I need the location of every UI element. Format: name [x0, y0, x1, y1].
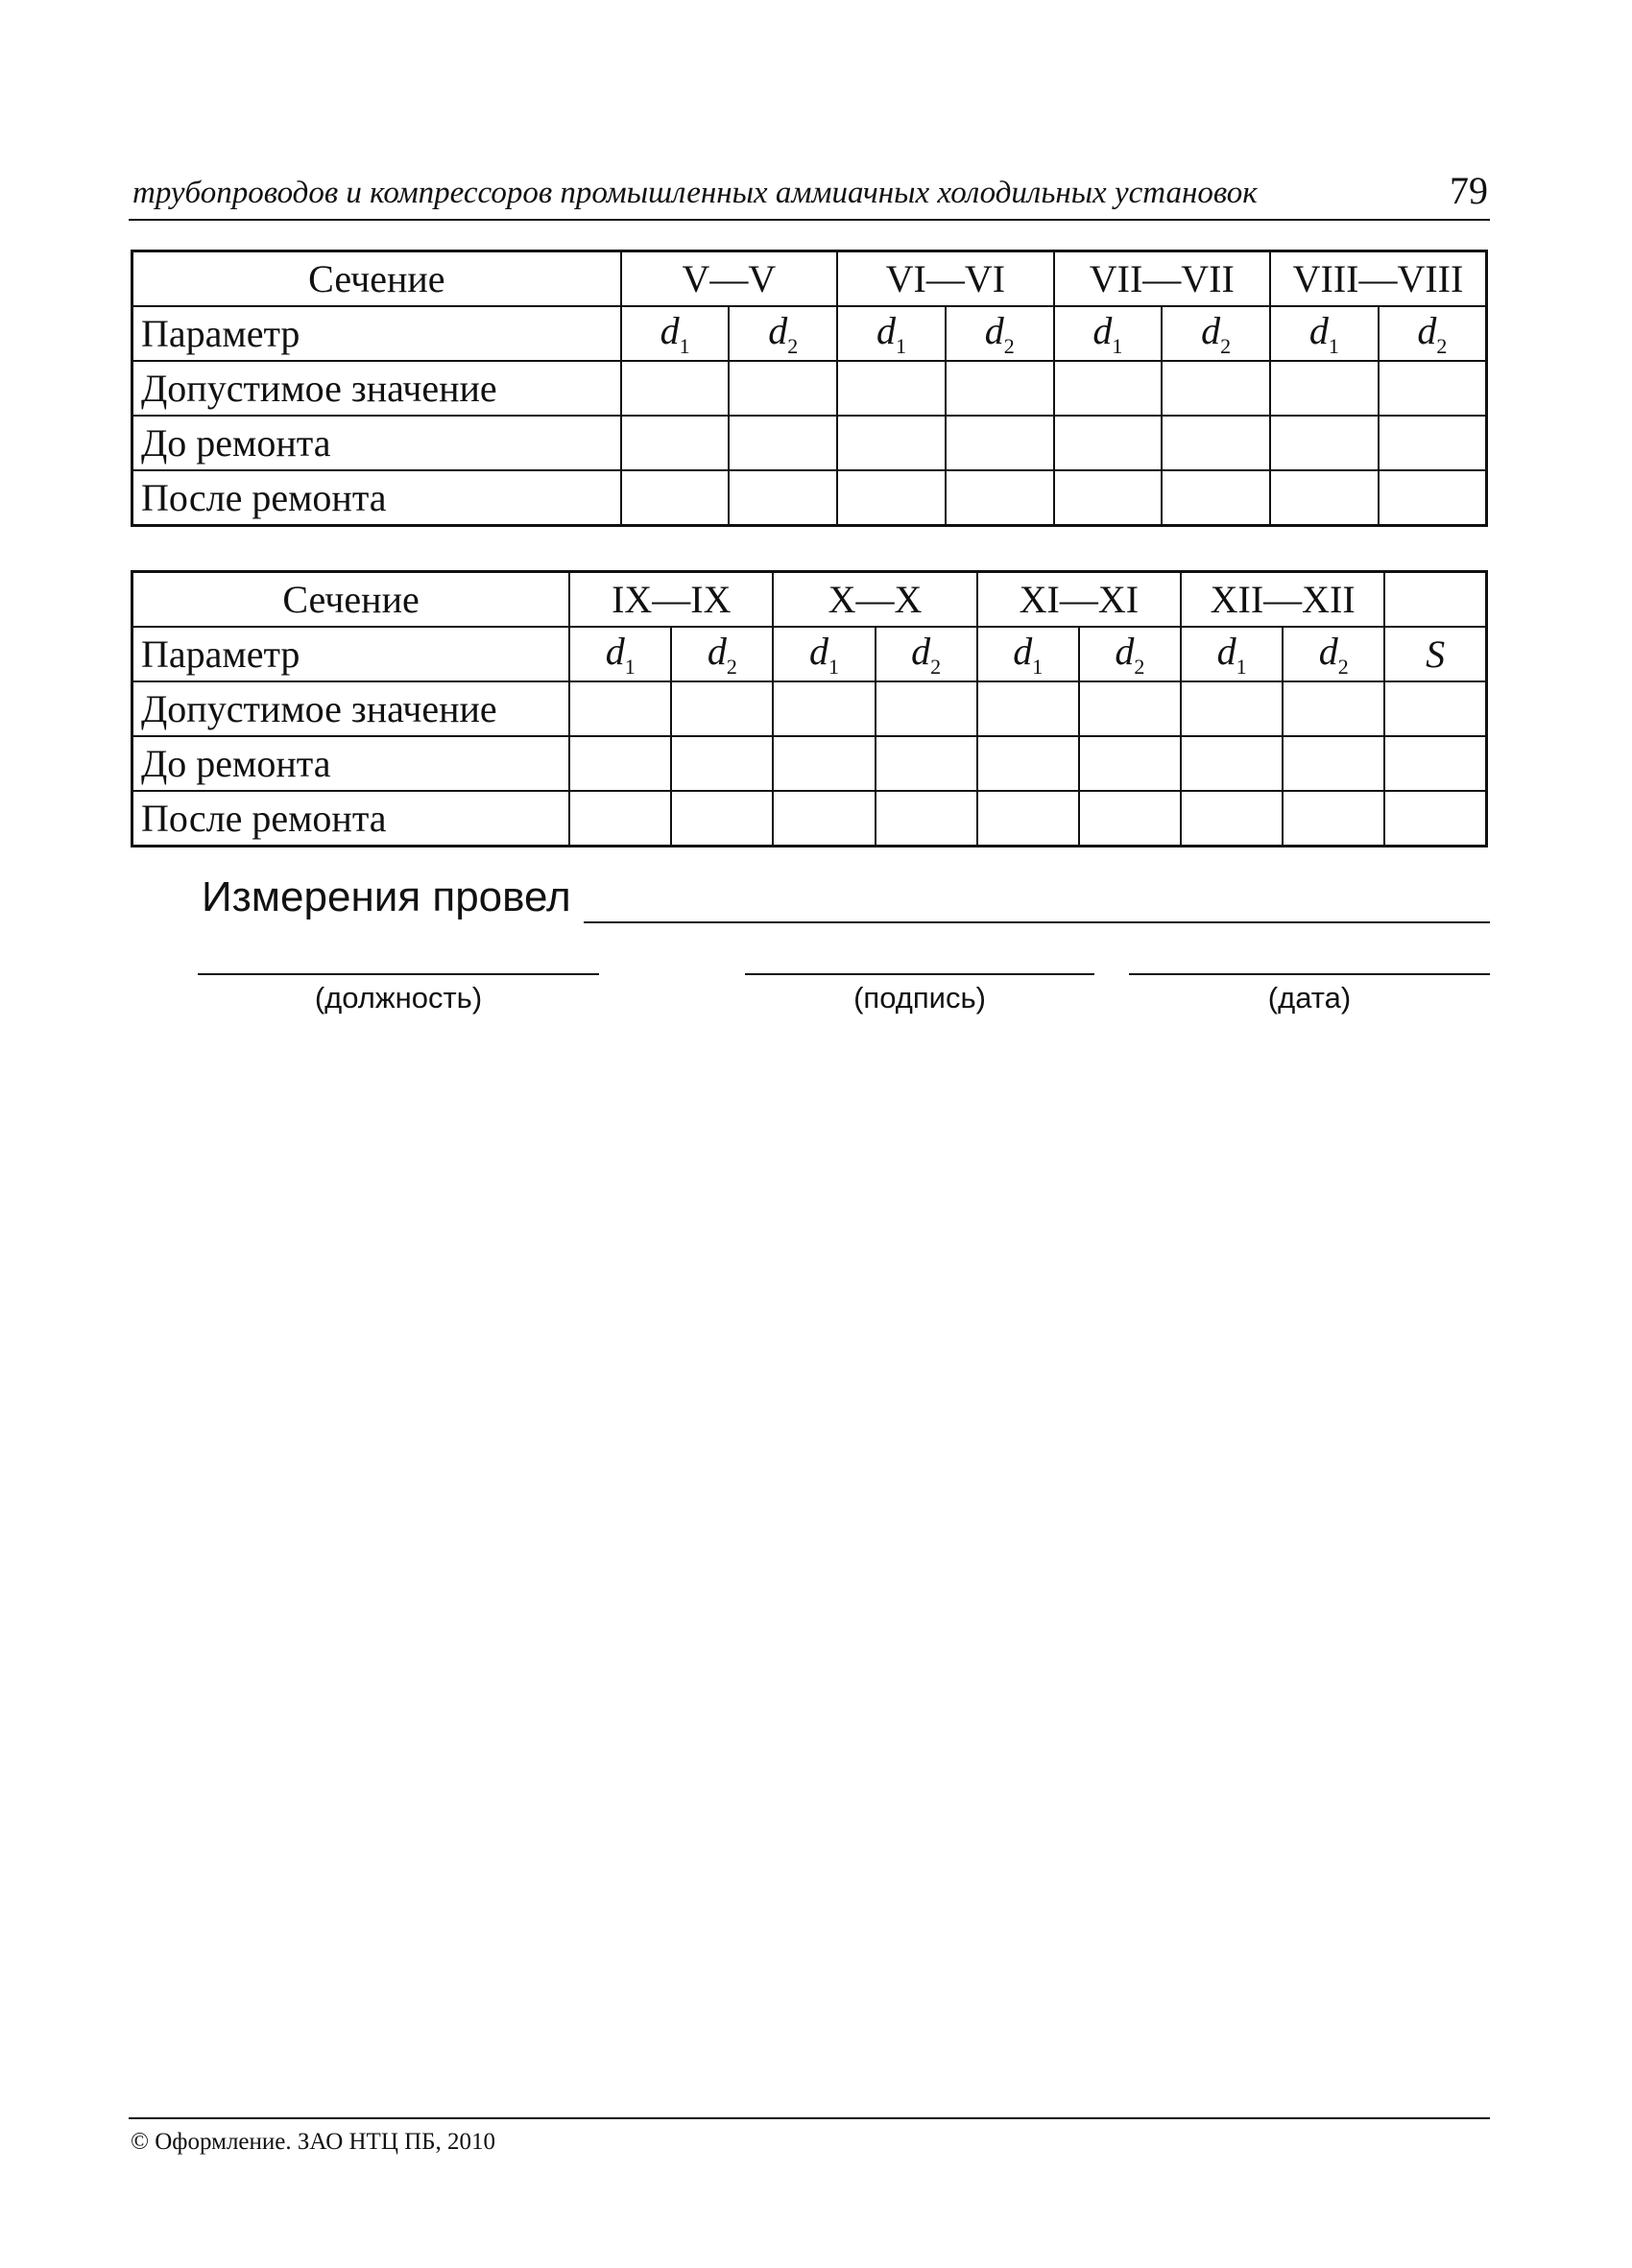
value-cell: [729, 361, 837, 416]
value-cell: [671, 681, 773, 736]
value-cell: [837, 361, 946, 416]
section-label-cell: Сечение: [132, 251, 621, 307]
position-blank: [198, 973, 599, 975]
section-label-cell: Сечение: [132, 572, 570, 628]
value-cell: [837, 470, 946, 526]
value-cell: [1270, 416, 1379, 470]
parameter-subscript: 2: [787, 334, 799, 358]
parameter-symbol: d: [768, 309, 788, 352]
table-row: [132, 470, 1487, 526]
section-row: [132, 251, 1487, 307]
parameter-symbol: d: [1216, 630, 1236, 673]
page-number: 79: [1450, 169, 1488, 212]
value-cell: [773, 791, 875, 847]
value-cell: [1283, 791, 1384, 847]
section-header-cell: V—V: [621, 251, 837, 307]
table-row: [132, 736, 1487, 791]
parameter-subscript: 1: [1236, 655, 1247, 679]
value-cell: [773, 736, 875, 791]
parameter-symbol: d: [1308, 309, 1329, 352]
measurements-table-2: [131, 570, 1488, 848]
value-cell: [876, 791, 977, 847]
value-cell: [621, 361, 730, 416]
parameter-symbol: d: [984, 309, 1004, 352]
parameter-subscript: 2: [1003, 334, 1015, 358]
section-header-cell: IX—IX: [569, 572, 773, 628]
parameter-symbol: d: [1318, 630, 1338, 673]
section-header-cell: XI—XI: [977, 572, 1181, 628]
table-row: [132, 791, 1487, 847]
parameter-symbol: d: [605, 630, 625, 673]
parameter-symbol-cell: [1379, 306, 1487, 361]
value-cell: [946, 470, 1054, 526]
row-label-cell: После ремонта: [132, 470, 621, 526]
value-cell: [977, 681, 1079, 736]
signature-blank: [745, 973, 1094, 975]
parameter-subscript: 1: [679, 334, 690, 358]
section-header-cell: [1384, 572, 1486, 628]
value-cell: [1379, 361, 1487, 416]
parameter-subscript: 1: [828, 655, 839, 679]
value-cell: [977, 791, 1079, 847]
value-cell: [1054, 470, 1163, 526]
parameter-subscript: 2: [1436, 334, 1448, 358]
value-cell: [876, 681, 977, 736]
parameter-symbol-cell: [946, 306, 1054, 361]
value-cell: [1162, 416, 1270, 470]
date-blank: [1129, 973, 1490, 975]
table-row: [132, 361, 1487, 416]
measured-by-label: Измерения провел: [202, 873, 571, 920]
parameter-symbol-cell: [1054, 306, 1163, 361]
parameter-symbol: d: [660, 309, 680, 352]
parameter-symbol-cell: [1270, 306, 1379, 361]
parameter-label-cell: Параметр: [132, 306, 621, 361]
parameter-symbol-cell: [837, 306, 946, 361]
value-cell: [1181, 736, 1283, 791]
footer-divider: [129, 2117, 1490, 2119]
row-label-cell: Допустимое значение: [132, 681, 570, 736]
section-header-cell: VI—VI: [837, 251, 1053, 307]
parameter-symbol: d: [1013, 630, 1033, 673]
value-cell: [1379, 470, 1487, 526]
value-cell: [773, 681, 875, 736]
section-header-cell: VII—VII: [1054, 251, 1270, 307]
parameter-symbol-cell: [1181, 627, 1283, 681]
parameter-symbol-cell: [876, 627, 977, 681]
parameter-symbol-cell: [1079, 627, 1181, 681]
value-cell: [837, 416, 946, 470]
section-header-cell: VIII—VIII: [1270, 251, 1487, 307]
measurements-table-1: [131, 250, 1488, 527]
parameter-subscript: 2: [726, 655, 737, 679]
parameter-symbol: d: [1115, 630, 1135, 673]
parameter-subscript: 2: [1220, 334, 1232, 358]
signature-caption: (подпись): [853, 981, 986, 1015]
parameter-symbol-cell: [773, 627, 875, 681]
parameter-subscript: 2: [1337, 655, 1349, 679]
parameter-symbol-cell: [977, 627, 1079, 681]
value-cell: [1162, 470, 1270, 526]
section-row: [132, 572, 1487, 628]
parameter-symbol: d: [707, 630, 727, 673]
parameter-subscript: 1: [1112, 334, 1123, 358]
parameter-label-cell: Параметр: [132, 627, 570, 681]
position-caption: (должность): [314, 981, 483, 1015]
measured-by-line: [202, 873, 1490, 927]
parameter-symbol: S: [1426, 633, 1446, 676]
value-cell: [1181, 681, 1283, 736]
parameter-symbol: d: [876, 309, 896, 352]
parameter-subscript: 1: [895, 334, 906, 358]
parameter-row: [132, 306, 1487, 361]
value-cell: [729, 470, 837, 526]
value-cell: [1181, 791, 1283, 847]
value-cell: [1283, 736, 1384, 791]
row-label-cell: Допустимое значение: [132, 361, 621, 416]
parameter-symbol: d: [1092, 309, 1113, 352]
value-cell: [876, 736, 977, 791]
value-cell: [671, 791, 773, 847]
value-cell: [569, 736, 671, 791]
value-cell: [1054, 361, 1163, 416]
copyright-notice: © Оформление. ЗАО НТЦ ПБ, 2010: [131, 2129, 496, 2155]
parameter-symbol: d: [808, 630, 828, 673]
section-header-cell: X—X: [773, 572, 976, 628]
value-cell: [946, 361, 1054, 416]
value-cell: [1079, 681, 1181, 736]
value-cell: [1162, 361, 1270, 416]
value-cell: [1384, 791, 1486, 847]
parameter-subscript: 1: [1032, 655, 1044, 679]
parameter-row: [132, 627, 1487, 681]
measured-by-blank: [584, 921, 1490, 923]
parameter-subscript: 1: [624, 655, 636, 679]
value-cell: [1384, 736, 1486, 791]
parameter-symbol-cell: [729, 306, 837, 361]
row-label-cell: До ремонта: [132, 416, 621, 470]
page-header: [129, 165, 1490, 221]
value-cell: [1384, 681, 1486, 736]
value-cell: [671, 736, 773, 791]
parameter-symbol-cell: [1283, 627, 1384, 681]
parameter-symbol: d: [1201, 309, 1221, 352]
value-cell: [1079, 736, 1181, 791]
parameter-subscript: 1: [1328, 334, 1339, 358]
parameter-symbol-cell: [621, 306, 730, 361]
parameter-symbol-cell: [569, 627, 671, 681]
parameter-subscript: 2: [930, 655, 942, 679]
parameter-symbol: d: [911, 630, 931, 673]
parameter-symbol-cell: [671, 627, 773, 681]
section-header-cell: XII—XII: [1181, 572, 1384, 628]
value-cell: [1270, 361, 1379, 416]
value-cell: [1270, 470, 1379, 526]
row-label-cell: После ремонта: [132, 791, 570, 847]
value-cell: [977, 736, 1079, 791]
table-row: [132, 681, 1487, 736]
table-row: [132, 416, 1487, 470]
parameter-symbol-cell: [1384, 627, 1486, 681]
date-caption: (дата): [1267, 981, 1352, 1015]
value-cell: [621, 416, 730, 470]
value-cell: [1379, 416, 1487, 470]
running-title: трубопроводов и компрессоров промышленных аммиачных холодильных установок: [132, 176, 1258, 210]
value-cell: [569, 681, 671, 736]
value-cell: [1054, 416, 1163, 470]
row-label-cell: До ремонта: [132, 736, 570, 791]
value-cell: [729, 416, 837, 470]
value-cell: [621, 470, 730, 526]
value-cell: [1283, 681, 1384, 736]
parameter-symbol: d: [1417, 309, 1437, 352]
parameter-subscript: 2: [1134, 655, 1145, 679]
value-cell: [569, 791, 671, 847]
value-cell: [1079, 791, 1181, 847]
value-cell: [946, 416, 1054, 470]
parameter-symbol-cell: [1162, 306, 1270, 361]
